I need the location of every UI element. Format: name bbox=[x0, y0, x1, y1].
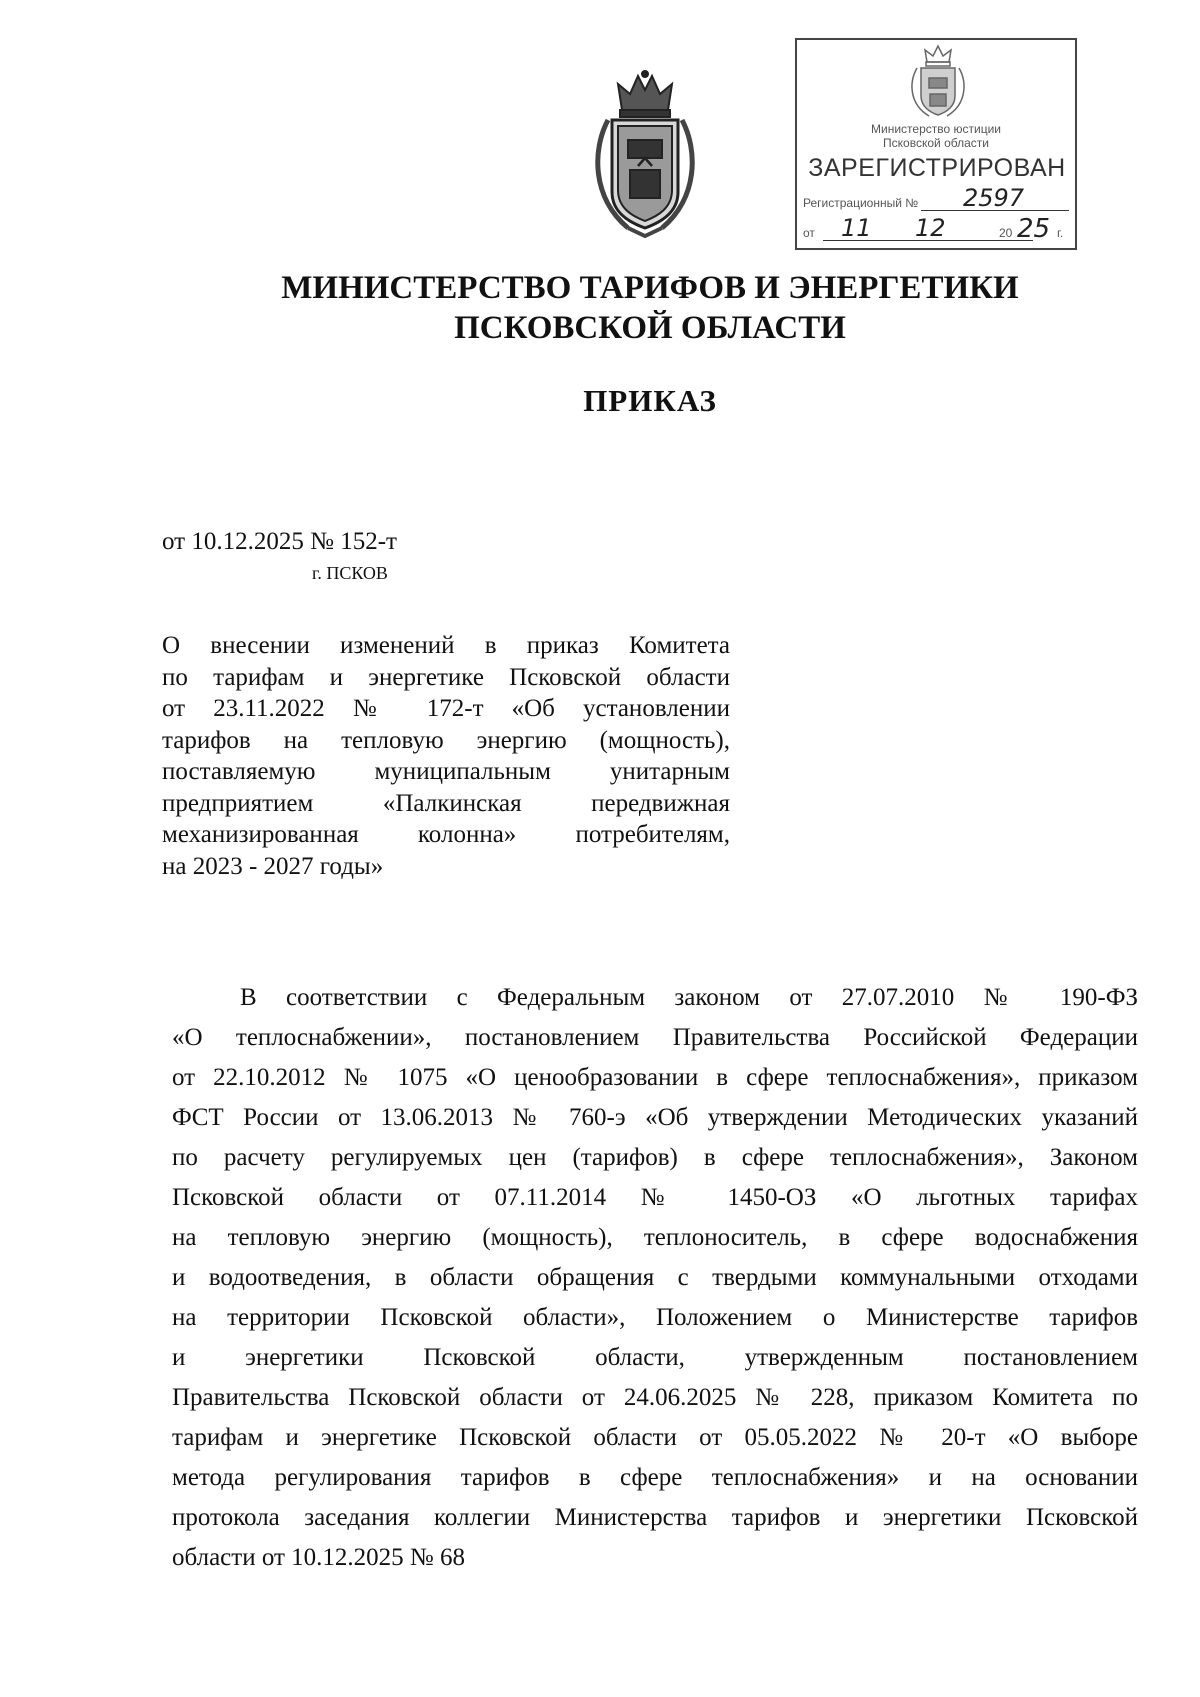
body-line: от 22.10.2012 № 1075 «О ценообразовании в сфере теплоснабжения», приказом bbox=[172, 1064, 1138, 1091]
stamp-region-line: Псковской области bbox=[883, 136, 989, 150]
body-line: области от 10.12.2025 № 68 bbox=[172, 1544, 466, 1571]
stamp-registration-row bbox=[803, 186, 1069, 214]
subject-line: поставляемую муниципальным унитарным bbox=[162, 758, 730, 785]
stamp-reg-label: Регистрационный № bbox=[803, 196, 919, 210]
subject-line: от 23.11.2022 № 172-т «Об установлении bbox=[162, 695, 730, 722]
stamp-date-label: от bbox=[803, 226, 815, 240]
body-line: на территории Псковской области», Положением о Министерстве тарифов bbox=[172, 1304, 1138, 1331]
stamp-reg-number: 2597 bbox=[963, 184, 1025, 212]
stamp-year-prefix: 20 bbox=[999, 226, 1013, 240]
stamp-year-suffix: 25 bbox=[1017, 214, 1051, 244]
body-line: Правительства Псковской области от 24.06.2025 № 228, приказом Комитета по bbox=[172, 1384, 1138, 1411]
body-line: на тепловую энергию (мощность), теплоноситель, в сфере водоснабжения bbox=[172, 1224, 1138, 1251]
stamp-title: ЗАРЕГИСТРИРОВАН bbox=[808, 154, 1066, 182]
ministry-header-line-1: МИНИСТЕРСТВО ТАРИФОВ И ЭНЕРГЕТИКИ bbox=[281, 270, 1019, 306]
body-line: и энергетики Псковской области, утвержденным постановлением bbox=[172, 1344, 1138, 1371]
order-date-number: от 10.12.2025 № 152-т bbox=[162, 528, 397, 555]
order-subject bbox=[162, 630, 730, 882]
body-line: по расчету регулируемых цен (тарифов) в сфере теплоснабжения», Законом bbox=[172, 1144, 1138, 1171]
subject-line: О внесении изменений в приказ Комитета bbox=[162, 632, 730, 659]
order-city: г. ПСКОВ bbox=[312, 563, 388, 583]
subject-line: тарифов на тепловую энергию (мощность), bbox=[162, 726, 730, 754]
stamp-date-day: 11 bbox=[841, 214, 872, 242]
order-body-paragraph bbox=[172, 978, 1138, 1578]
body-line: Псковской области от 07.11.2014 № 1450-ОЗ «О льготных тарифах bbox=[172, 1184, 1138, 1211]
order-title: ПРИКАЗ bbox=[583, 383, 717, 418]
body-line: «О теплоснабжении», постановлением Правительства Российской Федерации bbox=[172, 1024, 1138, 1051]
subject-line: по тарифам и энергетике Псковской области bbox=[162, 663, 730, 691]
ministry-header bbox=[0, 268, 1200, 348]
subject-line: на 2023 - 2027 годы» bbox=[162, 852, 384, 880]
body-line: В соответствии с Федеральным законом от 27.07.2010 № 190-ФЗ bbox=[240, 984, 1138, 1011]
body-line: протокола заседания коллегии Министерства тарифов и энергетики Псковской bbox=[172, 1504, 1138, 1531]
stamp-ministry-line: Министерство юстиции bbox=[871, 122, 1001, 136]
body-line: тарифам и энергетике Псковской области от 05.05.2022 № 20-т «О выборе bbox=[172, 1424, 1138, 1451]
body-line: ФСТ России от 13.06.2013 № 760-э «Об утверждении Методических указаний bbox=[172, 1104, 1138, 1131]
stamp-emblem-icon bbox=[905, 44, 971, 120]
registration-stamp bbox=[795, 38, 1077, 250]
coat-of-arms-emblem bbox=[578, 70, 712, 240]
subject-line: механизированная колонна» потребителям, bbox=[162, 821, 730, 848]
stamp-date-month: 12 bbox=[915, 214, 946, 242]
subject-line: предприятием «Палкинская передвижная bbox=[162, 789, 730, 817]
body-line: и водоотведения, в области обращения с твердыми коммунальными отходами bbox=[172, 1264, 1138, 1291]
stamp-year-unit: г. bbox=[1057, 226, 1064, 240]
stamp-date-row bbox=[803, 216, 1069, 244]
ministry-header-line-2: ПСКОВСКОЙ ОБЛАСТИ bbox=[454, 310, 846, 346]
body-line: метода регулирования тарифов в сфере теплоснабжения» и на основании bbox=[172, 1464, 1138, 1491]
